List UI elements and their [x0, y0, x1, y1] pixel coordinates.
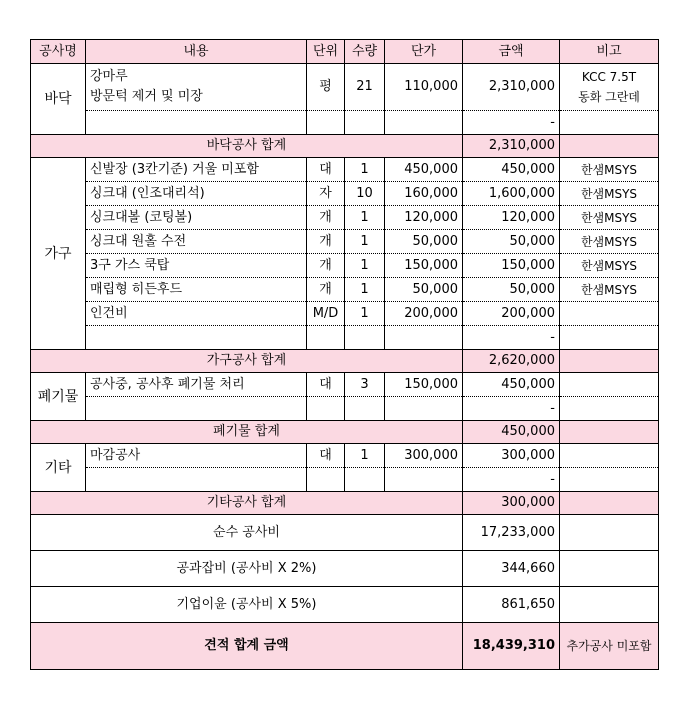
subtotal-row-furniture — [31, 350, 659, 373]
subtotal-amount: 2,620,000 — [463, 350, 560, 373]
unit-cell: 평 — [307, 64, 345, 111]
subtotal-label: 바닥공사 합계 — [31, 135, 463, 158]
amount-cell: - — [463, 326, 560, 350]
subtotal-amount: 300,000 — [463, 492, 560, 515]
note-cell — [560, 468, 659, 492]
amount-cell: - — [463, 111, 560, 135]
item-cell: 인건비 — [86, 302, 307, 326]
table-row — [31, 111, 659, 135]
qty-cell: 1 — [345, 230, 385, 254]
unit-cell: 대 — [307, 158, 345, 182]
price-cell: 450,000 — [385, 158, 463, 182]
summary-label: 순수 공사비 — [31, 515, 463, 551]
item-line: 방문턱 제거 및 미장 — [90, 89, 203, 104]
item-cell: 싱크대 원홀 수전 — [86, 230, 307, 254]
header-unit: 단위 — [307, 40, 345, 64]
qty-cell: 10 — [345, 182, 385, 206]
header-category: 공사명 — [31, 40, 86, 64]
note-cell: 한샘MSYS — [560, 158, 659, 182]
unit-cell — [307, 111, 345, 135]
amount-cell: 450,000 — [463, 373, 560, 397]
qty-cell: 1 — [345, 254, 385, 278]
summary-row-net — [31, 515, 659, 551]
header-row — [31, 40, 659, 64]
amount-cell: 450,000 — [463, 158, 560, 182]
table-row — [31, 444, 659, 468]
summary-row-overhead — [31, 551, 659, 587]
item-cell: 싱크대 (인조대리석) — [86, 182, 307, 206]
summary-note — [560, 551, 659, 587]
unit-cell: M/D — [307, 302, 345, 326]
summary-amount: 17,233,000 — [463, 515, 560, 551]
subtotal-row-floor — [31, 135, 659, 158]
header-price: 단가 — [385, 40, 463, 64]
price-cell: 160,000 — [385, 182, 463, 206]
summary-row-profit — [31, 587, 659, 623]
item-cell: 마감공사 — [86, 444, 307, 468]
amount-cell: 50,000 — [463, 278, 560, 302]
price-cell — [385, 111, 463, 135]
note-cell: 한샘MSYS — [560, 254, 659, 278]
subtotal-row-waste — [31, 421, 659, 444]
summary-note — [560, 515, 659, 551]
price-cell — [385, 468, 463, 492]
table-row — [31, 158, 659, 182]
amount-cell: 200,000 — [463, 302, 560, 326]
price-cell: 300,000 — [385, 444, 463, 468]
summary-note — [560, 587, 659, 623]
note-cell — [560, 302, 659, 326]
unit-cell — [307, 468, 345, 492]
qty-cell — [345, 326, 385, 350]
total-row — [31, 623, 659, 670]
note-cell — [560, 111, 659, 135]
price-cell — [385, 326, 463, 350]
item-cell — [86, 397, 307, 421]
note-cell: 한샘MSYS — [560, 182, 659, 206]
note-line: KCC 7.5T — [581, 70, 637, 84]
qty-cell: 1 — [345, 302, 385, 326]
header-note: 비고 — [560, 40, 659, 64]
price-cell — [385, 397, 463, 421]
amount-cell: 150,000 — [463, 254, 560, 278]
item-cell — [86, 111, 307, 135]
amount-cell: 1,600,000 — [463, 182, 560, 206]
price-cell: 150,000 — [385, 373, 463, 397]
category-cell: 기타 — [31, 444, 86, 492]
qty-cell: 21 — [345, 64, 385, 111]
subtotal-amount: 450,000 — [463, 421, 560, 444]
item-cell — [86, 326, 307, 350]
unit-cell: 개 — [307, 206, 345, 230]
subtotal-note — [560, 135, 659, 158]
unit-cell — [307, 397, 345, 421]
item-cell — [86, 468, 307, 492]
item-cell: 3구 가스 쿡탑 — [86, 254, 307, 278]
summary-label: 기업이윤 (공사비 X 5%) — [31, 587, 463, 623]
unit-cell: 개 — [307, 278, 345, 302]
qty-cell — [345, 111, 385, 135]
table-row — [31, 278, 659, 302]
summary-amount: 344,660 — [463, 551, 560, 587]
table-row — [31, 254, 659, 278]
amount-cell: 300,000 — [463, 444, 560, 468]
unit-cell — [307, 326, 345, 350]
category-cell: 가구 — [31, 158, 86, 350]
table-row — [31, 373, 659, 397]
header-content: 내용 — [86, 40, 307, 64]
note-cell — [560, 397, 659, 421]
table-row — [31, 326, 659, 350]
subtotal-label: 가구공사 합계 — [31, 350, 463, 373]
item-cell: 싱크대볼 (코팅볼) — [86, 206, 307, 230]
qty-cell: 1 — [345, 206, 385, 230]
qty-cell: 1 — [345, 158, 385, 182]
category-cell: 폐기물 — [31, 373, 86, 421]
table-row — [31, 230, 659, 254]
amount-cell: 2,310,000 — [463, 64, 560, 111]
table-row — [31, 397, 659, 421]
header-qty: 수량 — [345, 40, 385, 64]
price-cell: 150,000 — [385, 254, 463, 278]
subtotal-amount: 2,310,000 — [463, 135, 560, 158]
note-cell — [560, 326, 659, 350]
table-row — [31, 64, 659, 111]
amount-cell: - — [463, 397, 560, 421]
note-line: 동화 그란데 — [578, 90, 640, 104]
amount-cell: 50,000 — [463, 230, 560, 254]
note-cell: 한샘MSYS — [560, 206, 659, 230]
note-cell — [560, 373, 659, 397]
category-cell: 바닥 — [31, 64, 86, 135]
summary-label: 공과잡비 (공사비 X 2%) — [31, 551, 463, 587]
item-cell: 매립형 히든후드 — [86, 278, 307, 302]
amount-cell: 120,000 — [463, 206, 560, 230]
item-line: 강마루 — [90, 69, 128, 84]
table-row — [31, 468, 659, 492]
unit-cell: 대 — [307, 373, 345, 397]
subtotal-row-etc — [31, 492, 659, 515]
unit-cell: 대 — [307, 444, 345, 468]
price-cell: 50,000 — [385, 230, 463, 254]
table-row — [31, 206, 659, 230]
qty-cell — [345, 468, 385, 492]
unit-cell: 개 — [307, 254, 345, 278]
subtotal-note — [560, 350, 659, 373]
unit-cell: 자 — [307, 182, 345, 206]
qty-cell: 1 — [345, 278, 385, 302]
qty-cell — [345, 397, 385, 421]
subtotal-label: 기타공사 합계 — [31, 492, 463, 515]
table-row — [31, 182, 659, 206]
summary-amount: 861,650 — [463, 587, 560, 623]
item-cell: 신발장 (3칸기준) 거울 미포함 — [86, 158, 307, 182]
note-cell — [560, 444, 659, 468]
price-cell: 200,000 — [385, 302, 463, 326]
estimate-table — [30, 39, 659, 670]
total-note: 추가공사 미포함 — [560, 623, 659, 670]
total-label: 견적 합계 금액 — [31, 623, 463, 670]
qty-cell: 1 — [345, 444, 385, 468]
subtotal-label: 폐기물 합계 — [31, 421, 463, 444]
total-amount: 18,439,310 — [463, 623, 560, 670]
subtotal-note — [560, 421, 659, 444]
header-amount: 금액 — [463, 40, 560, 64]
note-cell: 한샘MSYS — [560, 278, 659, 302]
qty-cell: 3 — [345, 373, 385, 397]
subtotal-note — [560, 492, 659, 515]
unit-cell: 개 — [307, 230, 345, 254]
note-cell — [560, 64, 659, 111]
price-cell: 50,000 — [385, 278, 463, 302]
item-cell: 공사중, 공사후 폐기물 처리 — [86, 373, 307, 397]
price-cell: 110,000 — [385, 64, 463, 111]
item-cell — [86, 64, 307, 111]
table-row — [31, 302, 659, 326]
note-cell: 한샘MSYS — [560, 230, 659, 254]
price-cell: 120,000 — [385, 206, 463, 230]
amount-cell: - — [463, 468, 560, 492]
